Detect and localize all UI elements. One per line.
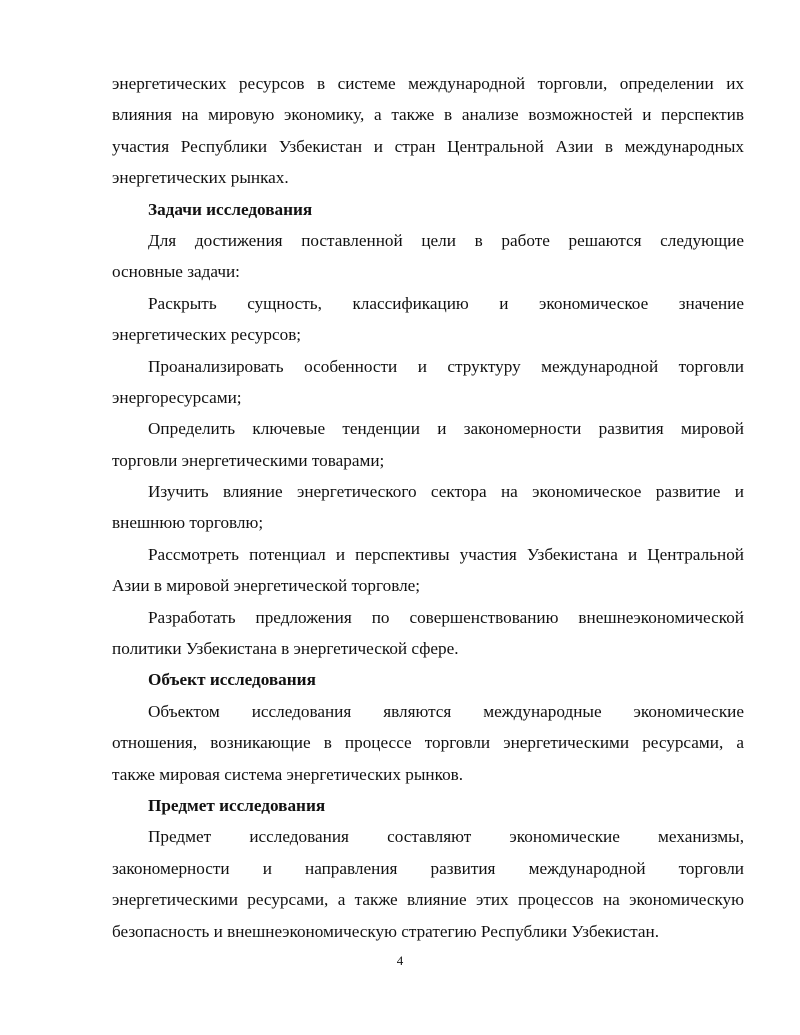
section-heading: Предмет исследования — [148, 795, 326, 815]
text-line: влияния на мировую экономику, а также в анализе возможностей и перспектив — [112, 105, 744, 125]
paragraph-task-6 — [112, 602, 744, 665]
text-line: Проанализировать особенности и структуру международной торговли — [148, 356, 744, 376]
text-line: участия Республики Узбекистан и стран Центральной Азии в международных — [112, 136, 744, 156]
text-line: Азии в мировой энергетической торговле; — [112, 576, 421, 596]
text-line: также мировая система энергетических рынков. — [112, 764, 464, 784]
text-line: Предмет исследования составляют экономические механизмы, — [148, 827, 744, 847]
text-line: закономерности и направления развития международной торговли — [112, 858, 744, 878]
heading-tasks — [112, 194, 744, 225]
text-line: Для достижения поставленной цели в работе решаются следующие — [148, 230, 744, 250]
paragraph-task-4 — [112, 476, 744, 539]
paragraph-task-3 — [112, 413, 744, 476]
text-line: энергетических ресурсов; — [112, 325, 302, 345]
paragraph-task-1 — [112, 288, 744, 351]
text-line: Разработать предложения по совершенствованию внешнеэкономической — [148, 607, 744, 627]
text-line: основные задачи: — [112, 262, 240, 282]
text-line: Объектом исследования являются международные экономические — [148, 701, 744, 721]
text-line: политики Узбекистана в энергетической сфере. — [112, 639, 459, 659]
section-heading: Объект исследования — [148, 670, 316, 690]
text-line: безопасность и внешнеэкономическую стратегию Республики Узбекистан. — [112, 921, 660, 941]
paragraph-task-5 — [112, 539, 744, 602]
heading-subject — [112, 790, 744, 821]
text-line: Изучить влияние энергетического сектора на экономическое развитие и — [148, 482, 744, 502]
text-line: энергоресурсами; — [112, 387, 242, 407]
text-line: энергетических рынках. — [112, 168, 289, 188]
paragraph-task-2 — [112, 351, 744, 414]
text-line: Раскрыть сущность, классификацию и экономическое значение — [148, 293, 744, 313]
text-line: Рассмотреть потенциал и перспективы участия Узбекистана и Центральной — [148, 544, 744, 564]
document-page — [112, 68, 744, 947]
heading-object — [112, 664, 744, 695]
paragraph-object — [112, 696, 744, 790]
text-line: Определить ключевые тенденции и закономерности развития мировой — [148, 419, 744, 439]
paragraph-tasks-intro — [112, 225, 744, 288]
text-line: торговли энергетическими товарами; — [112, 450, 385, 470]
paragraph-subject — [112, 821, 744, 947]
paragraph-goal-continuation — [112, 68, 744, 194]
text-line: энергетических ресурсов в системе международной торговли, определении их — [112, 74, 744, 93]
page-number: 4 — [396, 953, 404, 968]
section-heading: Задачи исследования — [148, 199, 313, 219]
text-line: отношения, возникающие в процессе торговли энергетическими ресурсами, а — [112, 733, 744, 753]
text-line: энергетическими ресурсами, а также влияние этих процессов на экономическую — [112, 890, 744, 910]
text-line: внешнюю торговлю; — [112, 513, 264, 533]
